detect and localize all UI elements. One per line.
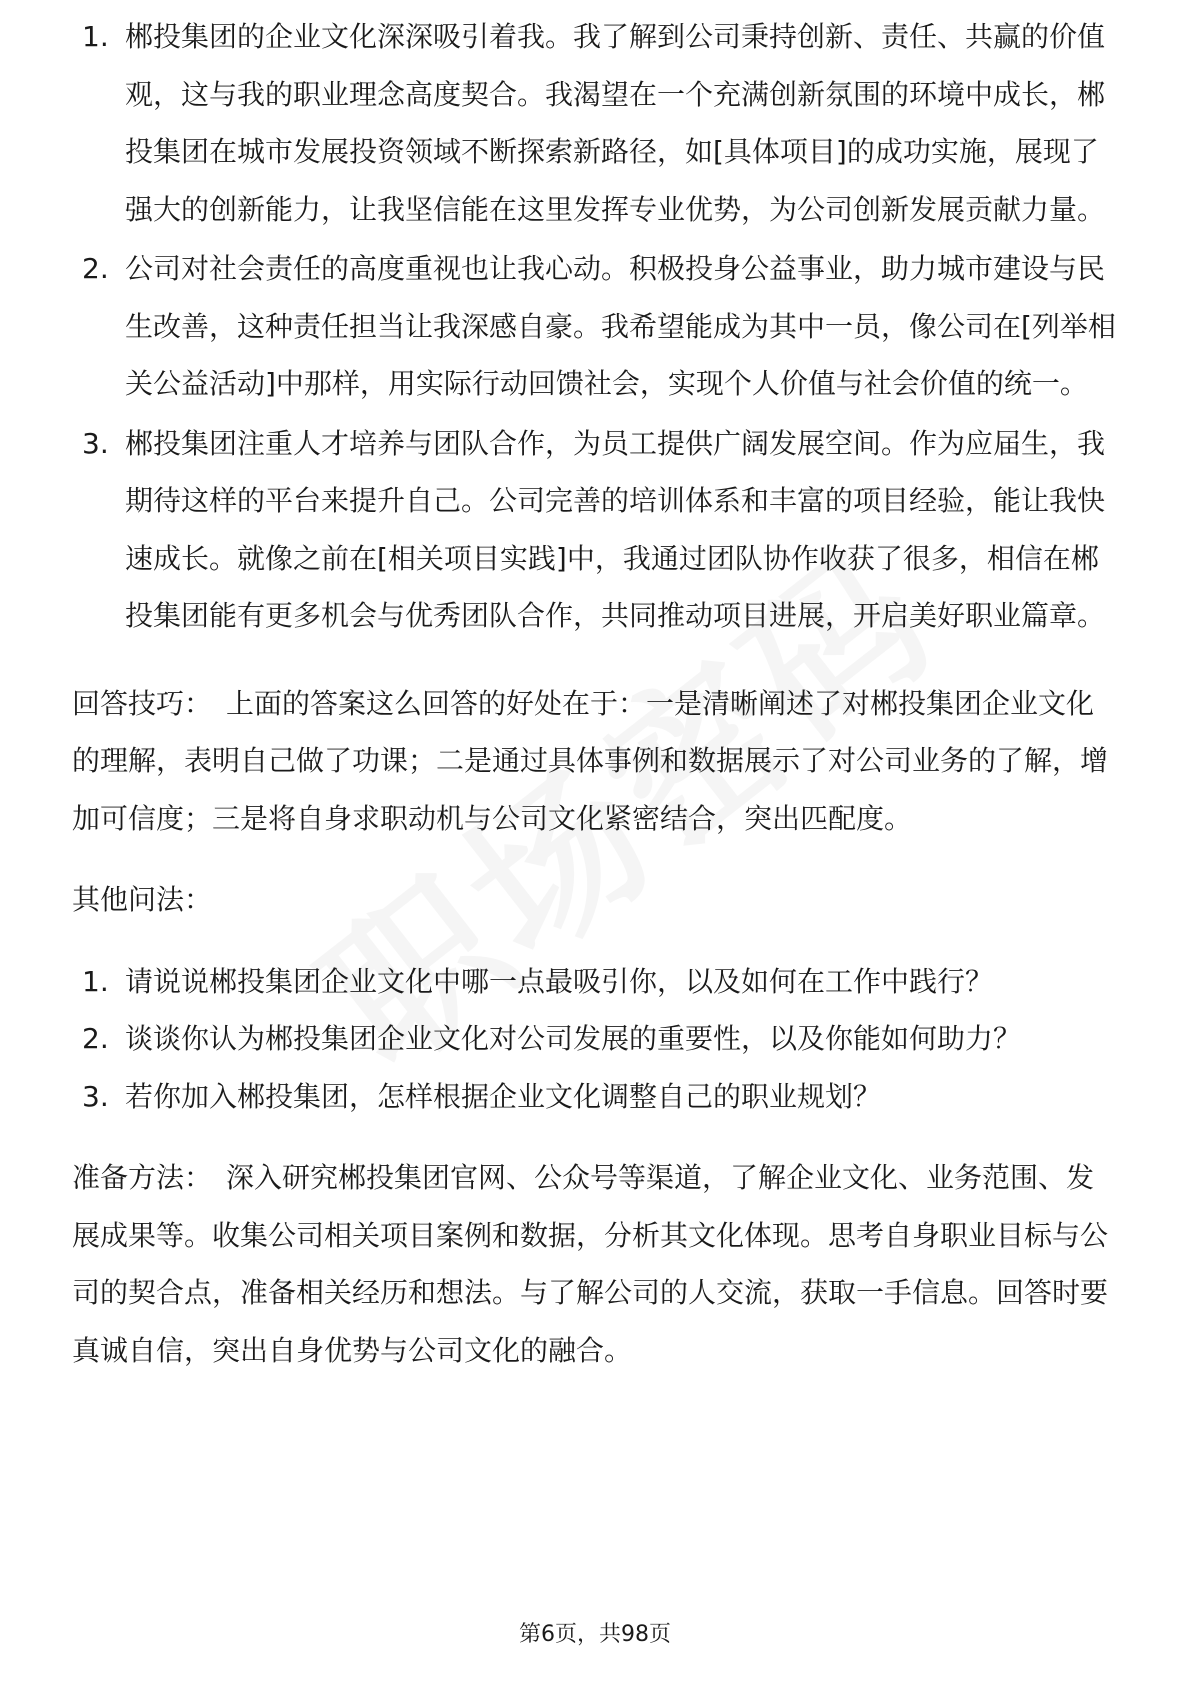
- list-item: [72, 1068, 1122, 1126]
- list-item: [72, 240, 1122, 413]
- list-item-text: 请说说郴投集团企业文化中哪一点最吸引你，以及如何在工作中践行？: [125, 964, 994, 998]
- answer-tips-text: 上面的答案这么回答的好处在于：一是清晰阐述了对郴投集团企业文化的理解，表明自己做了功课；二是通过具体事例和数据展示了对公司业务的了解，增加可信度；三是将自身求职动机与公司文化紧密结合，突出匹配度。: [72, 686, 1109, 835]
- answer-tips: [72, 675, 1122, 848]
- list-item-text: 若你加入郴投集团，怎样根据企业文化调整自己的职业规划？: [125, 1079, 882, 1113]
- list-item: [72, 8, 1122, 238]
- list-item-text: 公司对社会责任的高度重视也让我心动。积极投身公益事业，助力城市建设与民生改善，这种责任担当让我深感自豪。我希望能成为其中一员，像公司在[列举相关公益活动]中那样，用实际行动回馈社会，实现个人价值与社会价值的统一。: [125, 252, 1116, 400]
- page-number: 第6页，共98页: [519, 1622, 671, 1647]
- list-item-number: 1.: [82, 964, 109, 998]
- list-item-number: 3.: [82, 1079, 109, 1113]
- preparation-label: 准备方法：: [72, 1161, 213, 1194]
- preparation-text: 深入研究郴投集团官网、公众号等渠道，了解企业文化、业务范围、发展成果等。收集公司相关项目案例和数据，分析其文化体现。思考自身职业目标与公司的契合点，准备相关经历和想法。与了解公司的人交流，获取一手信息。回答时要真诚自信，突出自身优势与公司文化的融合。: [72, 1161, 1109, 1367]
- list-item-text: 谈谈你认为郴投集团企业文化对公司发展的重要性，以及你能如何助力？: [125, 1022, 1022, 1055]
- other-questions-label: 其他问法：: [72, 883, 213, 916]
- document-body: [72, 20, 1122, 1379]
- answer-tips-label: 回答技巧：: [72, 686, 213, 720]
- list-item: [72, 1010, 1122, 1068]
- list-item-number: 1.: [82, 20, 109, 53]
- list-item-number: 2.: [82, 1022, 109, 1055]
- list-item-number: 2.: [82, 252, 109, 285]
- list-item: [72, 415, 1122, 645]
- preparation-method: [72, 1149, 1122, 1379]
- list-item: [72, 953, 1122, 1011]
- list-item-number: 3.: [82, 426, 109, 460]
- list-item-text: 郴投集团的企业文化深深吸引着我。我了解到公司秉持创新、责任、共赢的价值观，这与我的职业理念高度契合。我渴望在一个充满创新氛围的环境中成长，郴投集团在城市发展投资领域不断探索新路径，如[具体项目]的成功实施，展现了强大的创新能力，让我坚信能在这里发挥专业优势，为公司创新发展贡献力量。: [125, 20, 1106, 226]
- answer-list: [72, 8, 1122, 645]
- other-questions-list: [72, 953, 1122, 1126]
- list-item-text: 郴投集团注重人才培养与团队合作，为员工提供广阔发展空间。作为应届生，我期待这样的平台来提升自己。公司完善的培训体系和丰富的项目经验，能让我快速成长。就像之前在[相关项目实践]中，我通过团队协作收获了很多，相信在郴投集团能有更多机会与优秀团队合作，共同推动项目进展，开启美好职业篇章。: [125, 426, 1106, 632]
